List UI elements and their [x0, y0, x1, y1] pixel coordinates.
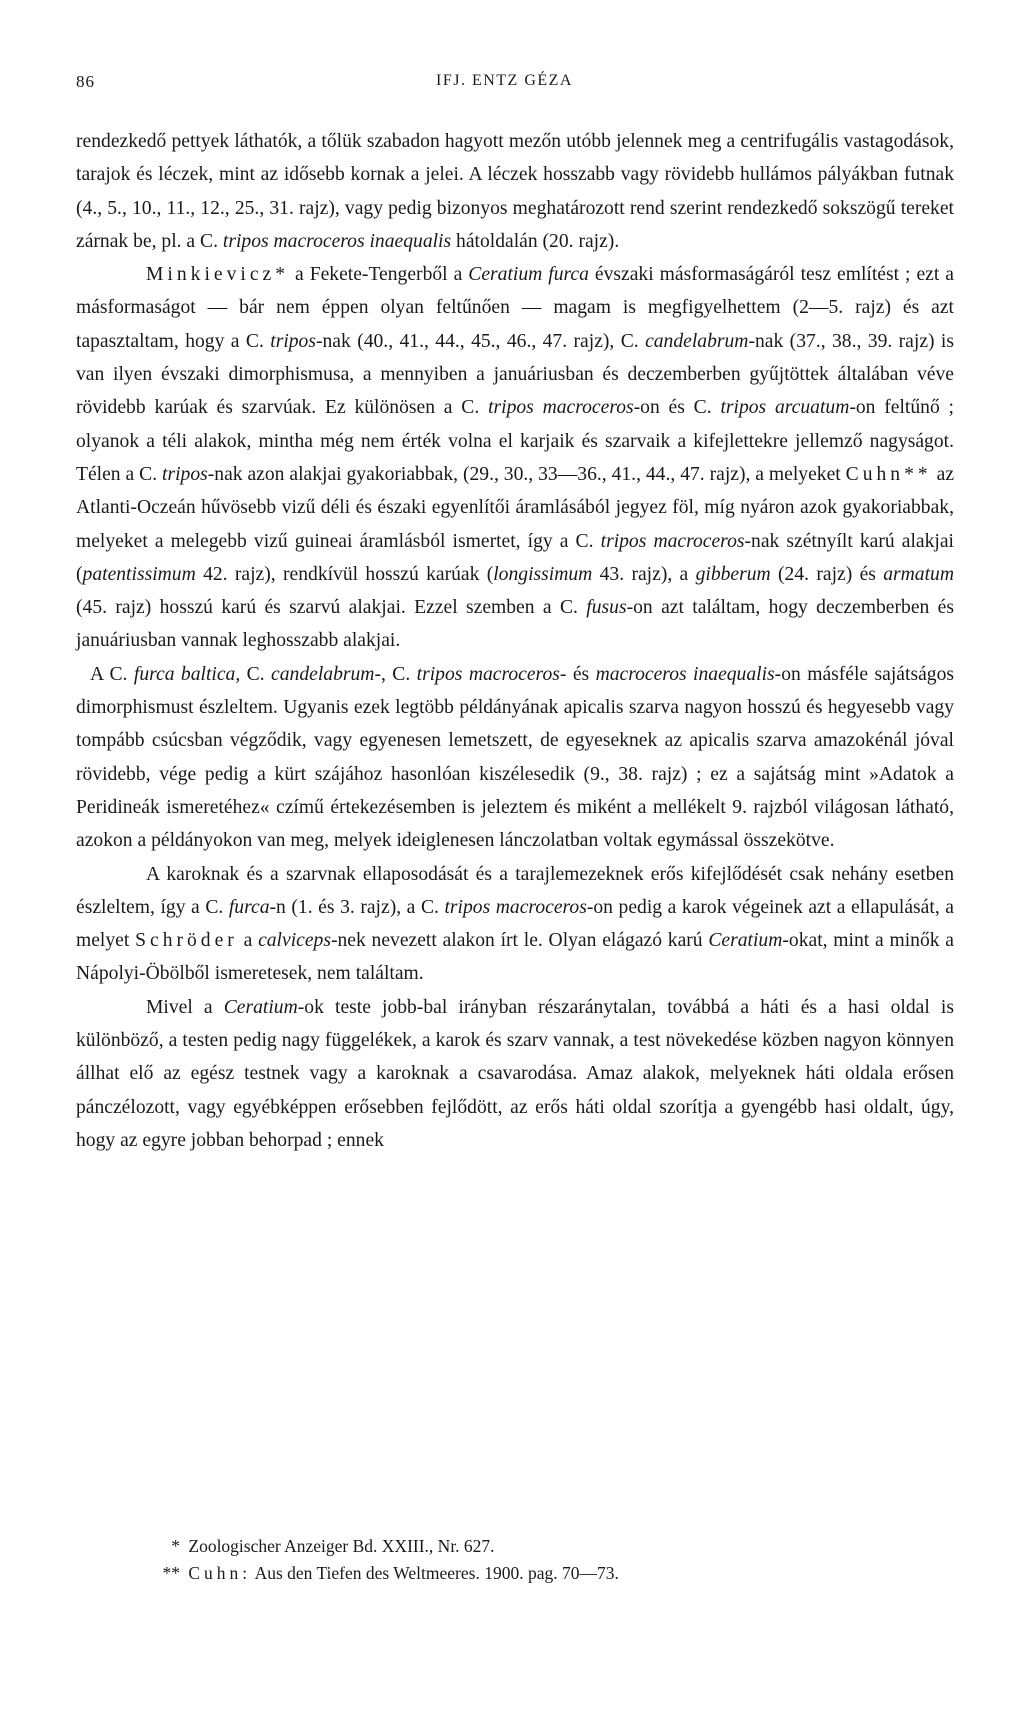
- text-run: -on másféle sajátságos dimorphismust észleltem. Ugyanis ezek legtöbb példányának apicalis szarva nagyon hosszú és hegyesebb vagy tompább csúcsban végződik, vagy egyenesen lemetszett, de egyeseknek az apicalis szarva amazokénál jóval rövidebb, vége pedig a kürt szájához hasonlóan kiszélesedik (9., 38. rajz) ; ez a sajátság mint »Adatok a Peridineák ismeretéhez« czímű értekezésemben is jeleztem és miként a mellékelt 9. rajzból világosan látható, azokon a példányokon van meg, melyek ideiglenesen lánczolatban voltak egymással összekötve.: [76, 663, 954, 852]
- italic-term: Ceratium furca: [468, 264, 589, 286]
- italic-term: tripos: [162, 463, 208, 485]
- italic-term: tripos macroceros: [416, 663, 560, 685]
- text-run: 43. rajz), a: [592, 563, 696, 585]
- text-run: az Atlanti-Oczeán hűvösebb vizű déli és északi egyenlítői áramlásából jegyez föl, míg nyáron azok gyakoriabbak, melyeket a melegebb vizű guineai áramlásból ismertet, így a C.: [76, 463, 955, 552]
- footnote-text: Aus den Tiefen des Weltmeeres. 1900. pag. 70—73.: [251, 1563, 619, 1583]
- italic-term: candelabrum: [645, 330, 749, 352]
- footnote: [150, 1533, 910, 1560]
- text-run: Mivel a: [146, 996, 224, 1018]
- italic-term: longissimum: [493, 563, 593, 585]
- author-name: Schröder: [135, 930, 238, 952]
- text-run: -nak (40., 41., 44., 45., 46., 47. rajz), C.: [315, 330, 646, 352]
- text-run: -on pedig a karok végeinek azt a ellapulását, a melyet: [76, 896, 954, 952]
- author-name: Cuhn**: [845, 463, 932, 485]
- text-run: A karoknak és a szarvnak ellaposodását és a tarajlemezeknek erős kifejlődését csak nehány esetben észleltem, így a C.: [76, 863, 954, 918]
- text-run: 42. rajz), rendkívül hosszú karúak (: [195, 563, 494, 585]
- text-run: -on azt találtam, hogy deczemberben és januáriusban vannak leghosszabb alakjai.: [76, 597, 954, 652]
- italic-term: tripos arcuatum: [720, 397, 850, 419]
- text-run: A C.: [90, 663, 134, 685]
- italic-term: candelabrum: [271, 663, 375, 685]
- text-run: a Fekete-Tengerből a: [289, 264, 469, 286]
- author-name: Minkievicz*: [146, 264, 290, 286]
- paragraph: [76, 258, 954, 658]
- text-run: rendezkedő pettyek láthatók, a tőlük szabadon hagyott mezőn utóbb jelennek meg a centrifugális vastagodások, tarajok és léczek, mint az idősebb kornak a jelei. A léczek hosszabb vagy rövidebb hullámos pályákban futnak (4., 5., 10., 11., 12., 25., 31. rajz), vagy pedig bizonyos meghatározott rend szerint rendezkedő sokszögű tereket zárnak be, pl. a C.: [76, 131, 954, 252]
- body-text: [76, 125, 954, 1157]
- text-run: a: [237, 930, 259, 952]
- text-run: - és: [559, 663, 596, 685]
- text-run: -nak szétnyílt karú alakjai (: [76, 530, 954, 585]
- italic-term: tripos macroceros: [444, 896, 587, 918]
- italic-term: calviceps: [258, 930, 331, 952]
- italic-term: Ceratium: [223, 996, 298, 1018]
- paragraph: [76, 125, 954, 258]
- footnote-author: Cuhn:: [188, 1563, 252, 1583]
- italic-term: tripos macroceros inaequalis: [222, 230, 452, 252]
- text-run: (24. rajz) és: [770, 563, 884, 585]
- footnote-text: Zoologischer Anzeiger Bd. XXIII., Nr. 627.: [188, 1536, 495, 1556]
- footnote-mark: *: [171, 1536, 180, 1556]
- footnote-mark: **: [162, 1563, 180, 1583]
- text-run: -nak azon alakjai gyakoriabbak, (29., 30., 33—36., 41., 44., 47. rajz), a melyeket: [207, 463, 846, 485]
- text-run: -okat, mint a minők a Nápolyi-Öbölből ismeretesek, nem találtam.: [76, 930, 954, 985]
- text-run: -ok teste jobb-bal irányban részaránytalan, továbbá a háti és a hasi oldal is különböző, a testen pedig nagy függelékek, a karok és szarv vannak, a test növekedése közben nagyon könnyen állhat elő az egész testnek vagy a karoknak a csavarodása. Amaz alakok, melyeknek háti oldala erősen pánczélozott, vagy egyébképpen erősebben fejlődött, az erős háti oldal szorítja a gyengébb hasi oldalt, úgy, hogy az egyre jobban behorpad ; ennek: [76, 996, 954, 1151]
- text-run: -, C.: [374, 663, 417, 685]
- text-run: -on feltűnő ; olyanok a téli alakok, mintha még nem érték volna el karjaik és szarvaik a kifejlettekre jellemző nagyságot. Télen a C.: [76, 397, 954, 485]
- footnote: [150, 1560, 910, 1587]
- paragraph: [76, 858, 954, 991]
- running-head: [76, 72, 956, 96]
- text-run: hátoldalán (20. rajz).: [451, 230, 620, 252]
- paragraph: [76, 991, 954, 1157]
- italic-term: tripos macroceros: [600, 530, 745, 552]
- text-run: -nak (37., 38., 39. rajz) is van ilyen évszaki dimorphismusa, a mennyiben a januáriusban és deczemberben gyűjtöttek általában véve rövidebb karúak és szarvúak. Ez különösen a C.: [76, 330, 955, 419]
- text-run: -on és C.: [633, 397, 721, 419]
- page-number: 86: [76, 72, 95, 91]
- italic-term: furca: [228, 896, 270, 918]
- italic-term: armatum: [883, 563, 954, 585]
- italic-term: patentissimum: [82, 563, 196, 585]
- footnotes: [150, 1533, 910, 1587]
- running-title: IFJ. ENTZ GÉZA: [436, 72, 573, 89]
- text-run: -n (1. és 3. rajz), a C.: [269, 896, 445, 918]
- text-run: , C.: [235, 663, 272, 685]
- italic-term: tripos: [270, 330, 316, 352]
- text-run: -nek nevezett alakon írt le. Olyan elágazó karú: [330, 930, 709, 952]
- italic-term: gibberum: [695, 563, 771, 585]
- paragraph: [76, 658, 954, 858]
- italic-term: macroceros inaequalis: [595, 663, 775, 685]
- text-run: évszaki másformaságáról tesz említést ; ezt a másformaságot — bár nem éppen olyan feltűnően — magam is megfigyelhettem (2—5. rajz) és azt tapasztaltam, hogy a C.: [76, 264, 954, 352]
- italic-term: tripos macroceros: [488, 397, 634, 419]
- italic-term: furca baltica: [133, 663, 236, 685]
- italic-term: fusus: [586, 597, 627, 619]
- italic-term: Ceratium: [708, 930, 783, 952]
- text-run: (45. rajz) hosszú karú és szarvú alakjai. Ezzel szemben a C.: [76, 597, 587, 619]
